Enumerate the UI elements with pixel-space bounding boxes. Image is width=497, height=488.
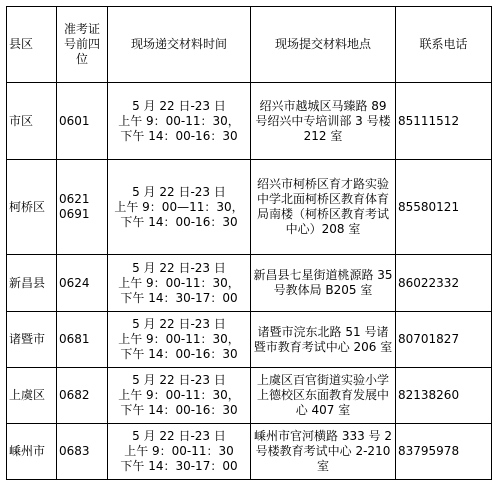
time-cell: 5 月 22 日-23 日 上午 9：00—11：30， 下午 14：00-16：30 [108, 160, 251, 255]
time-cell: 5 月 22 日-23 日 上午 9：00-11：30， 下午 14：00-16：30 [108, 83, 251, 160]
header-time: 现场递交材料时间 [108, 7, 251, 83]
phone-cell: 83795978 [396, 424, 492, 480]
phone-cell: 85111512 [396, 83, 492, 160]
prefix-value: 0681 [59, 332, 90, 346]
time-cell: 5 月 22 日-23 日 上午 9：00-11：30 下午 14：30-17：00 [108, 424, 251, 480]
prefix-cell [57, 160, 108, 255]
prefix-cell [57, 312, 108, 368]
county-cell: 嵊州市 [7, 424, 57, 480]
prefix-value: 0691 [59, 207, 90, 221]
address-cell: 新昌县七星街道桃源路 35 号教体局 B205 室 [251, 255, 396, 312]
phone-cell: 85580121 [396, 160, 492, 255]
header-prefix: 准考证号前四位 [57, 7, 108, 83]
table-row [7, 312, 492, 368]
address-cell: 上虞区百官街道实验小学上德校区东面教育发展中心 407 室 [251, 368, 396, 424]
header-address: 现场提交材料地点 [251, 7, 396, 83]
table-row [7, 424, 492, 480]
time-cell: 5 月 22 日-23 日 上午 9：00-11：30， 下午 14：00-16：30 [108, 312, 251, 368]
address-cell: 绍兴市越城区马臻路 89 号绍兴中专培训部 3 号楼 212 室 [251, 83, 396, 160]
prefix-value: 0621 [59, 192, 90, 206]
county-cell: 上虞区 [7, 368, 57, 424]
county-cell: 柯桥区 [7, 160, 57, 255]
address-cell: 诸暨市浣东北路 51 号诸暨市教育考试中心 206 室 [251, 312, 396, 368]
phone-cell: 82138260 [396, 368, 492, 424]
header-phone: 联系电话 [396, 7, 492, 83]
time-cell: 5 月 22 日-23 日 上午 9：00-11：30， 下午 14：00-16：30 [108, 368, 251, 424]
table-row [7, 160, 492, 255]
prefix-cell [57, 368, 108, 424]
prefix-value: 0601 [59, 113, 90, 128]
table-row [7, 83, 492, 160]
address-cell: 嵊州市官河横路 333 号 2 号楼教育考试中心 2-210 室 [251, 424, 396, 480]
prefix-cell [57, 83, 108, 160]
prefix-value: 0624 [59, 275, 90, 290]
prefix-value: 0683 [59, 444, 90, 458]
phone-cell: 80701827 [396, 312, 492, 368]
county-cell: 市区 [7, 83, 57, 160]
prefix-cell [57, 424, 108, 480]
table-row [7, 255, 492, 312]
prefix-value: 0682 [59, 388, 90, 402]
prefix-cell [57, 255, 108, 312]
header-county: 县区 [7, 7, 57, 83]
time-cell: 5 月 22 日-23 日 上午 9：00-11：30， 下午 14：30-17：00 [108, 255, 251, 312]
county-cell: 新昌县 [7, 255, 57, 312]
address-cell: 绍兴市柯桥区育才路实验中学北面柯桥区教育体育局南楼（柯桥区教育考试中心）208 室 [251, 160, 396, 255]
table-row [7, 368, 492, 424]
phone-cell: 86022332 [396, 255, 492, 312]
county-cell: 诸暨市 [7, 312, 57, 368]
materials-submission-table [6, 6, 492, 480]
header-row [7, 7, 492, 83]
